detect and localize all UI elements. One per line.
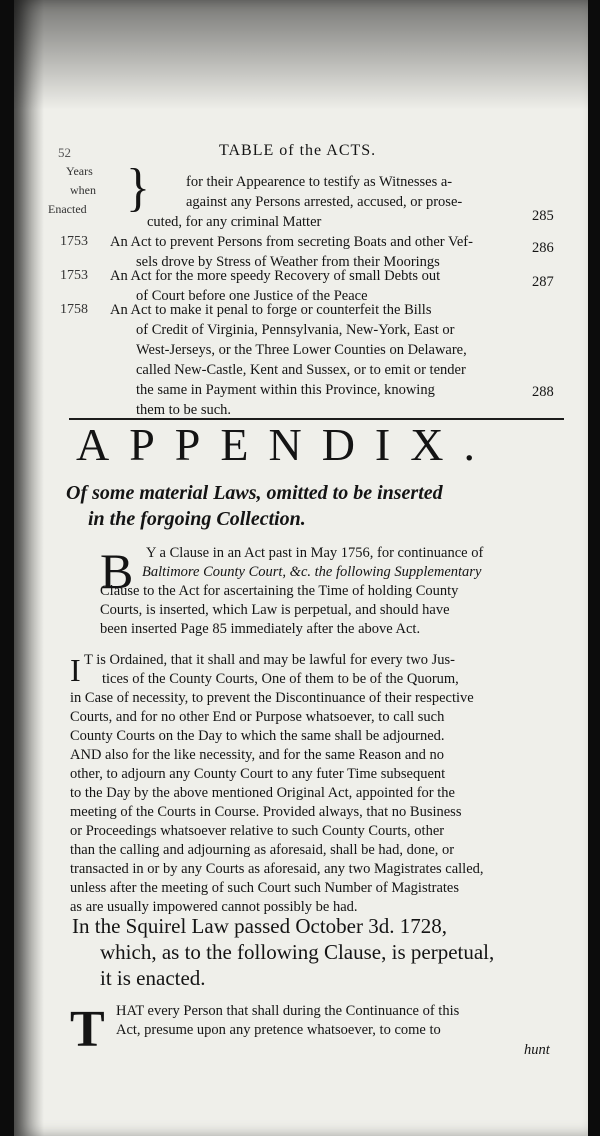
running-head: TABLE of the ACTS. xyxy=(219,142,377,159)
drop-cap: T xyxy=(70,1001,105,1058)
appendix-title: APPENDIX. xyxy=(76,419,495,470)
paragraph-line: Clause to the Act for ascertaining the Time of holding County xyxy=(100,583,459,599)
paragraph-line: HAT every Person that shall during the Continuance of this xyxy=(116,1003,460,1019)
binding-shadow xyxy=(14,0,44,1136)
toc-entry-line: of Court before one Justice of the Peace xyxy=(136,288,368,304)
paragraph-line: AND also for the like necessity, and for the same Reason and no xyxy=(70,747,444,763)
toc-entry-line: West-Jerseys, or the Three Lower Counties on Delaware, xyxy=(136,342,467,358)
enacted-label: Enacted xyxy=(48,202,87,216)
clause-heading-line: In the Squirel Law passed October 3d. 1728, xyxy=(72,914,447,938)
paragraph-line: than the calling and adjourning as aforesaid, shall be had, done, or xyxy=(70,842,455,858)
paragraph-line: to the Day by the above mentioned Original Act, appointed for the xyxy=(70,785,455,801)
paragraph-line: T is Ordained, that it shall and may be lawful for every two Jus- xyxy=(84,652,456,668)
toc-entry-line: An Act to make it penal to forge or counterfeit the Bills xyxy=(110,302,432,318)
when-label: when xyxy=(70,183,96,197)
paragraph-line: or Proceedings whatsoever relative to such County Courts, other xyxy=(70,823,445,839)
drop-cap: B xyxy=(100,543,134,599)
toc-entry-line: the same in Payment within this Province, knowing xyxy=(136,382,435,398)
paragraph-line: transacted in or by any Courts as aforesaid, any two Magistrates called, xyxy=(70,861,484,877)
paragraph-line: been inserted Page 85 immediately after the above Act. xyxy=(100,621,421,637)
paragraph-line: Y a Clause in an Act past in May 1756, for continuance of xyxy=(146,545,484,561)
catchword: hunt xyxy=(524,1042,550,1058)
paragraph-line: unless after the meeting of such Court such Number of Magistrates xyxy=(70,880,459,896)
appendix-subtitle-line: in the forgoing Collection. xyxy=(88,508,306,530)
clause-heading-line: it is enacted. xyxy=(100,966,206,990)
toc-page-number: 285 xyxy=(532,208,554,224)
toc-continuation-line: for their Appearence to testify as Witnesses a- xyxy=(186,174,453,190)
toc-year: 1753 xyxy=(60,268,88,283)
paragraph-line: tices of the County Courts, One of them to be of the Quorum, xyxy=(102,671,459,687)
paragraph-line: other, to adjourn any County Court to any futer Time subsequent xyxy=(70,766,446,782)
toc-continuation-line: cuted, for any criminal Matter xyxy=(147,214,322,230)
toc-continuation-line: against any Persons arrested, accused, or prose- xyxy=(186,194,463,210)
clause-heading-line: which, as to the following Clause, is perpetual, xyxy=(100,940,495,964)
toc-entry-line: sels drove by Stress of Weather from their Moorings xyxy=(136,254,440,270)
years-label: Years xyxy=(66,164,93,178)
paragraph-line: meeting of the Courts in Course. Provided always, that no Business xyxy=(70,804,462,820)
paragraph-line: Act, presume upon any pretence whatsoever, to come to xyxy=(116,1022,441,1038)
top-edge-shadow xyxy=(14,0,588,110)
paragraph-line: in Case of necessity, to prevent the Discontinuance of their respective xyxy=(70,690,474,706)
toc-entry-line: them to be such. xyxy=(136,402,232,418)
toc-page-number: 288 xyxy=(532,384,554,400)
toc-entry-line: of Credit of Virginia, Pennsylvania, New-York, East or xyxy=(136,322,455,338)
paragraph-line: Baltimore County Court, &c. the following Supplementary xyxy=(142,564,482,580)
toc-page-number: 286 xyxy=(532,240,554,256)
toc-page-number: 287 xyxy=(532,274,554,290)
paragraph-line: Courts, and for no other End or Purpose whatsoever, to call such xyxy=(70,709,445,725)
paragraph-line: as are usually impowered cannot possibly be had. xyxy=(70,899,358,915)
paragraph-line: County Courts on the Day to which the same shall be adjourned. xyxy=(70,728,445,744)
page-number: 52 xyxy=(58,145,71,160)
paragraph-line: Courts, is inserted, which Law is perpetual, and should have xyxy=(100,602,450,618)
curly-brace-icon: } xyxy=(126,157,150,217)
toc-entry-line: called New-Castle, Kent and Sussex, or to emit or tender xyxy=(136,362,466,378)
toc-year: 1753 xyxy=(60,234,88,249)
book-page xyxy=(14,0,588,1136)
initial-capital: I xyxy=(70,652,81,688)
appendix-subtitle-line: Of some material Laws, omitted to be inserted xyxy=(66,482,443,504)
toc-entry-line: An Act for the more speedy Recovery of small Debts out xyxy=(110,268,441,284)
toc-year: 1758 xyxy=(60,302,88,317)
toc-entry-line: An Act to prevent Persons from secreting Boats and other Vef- xyxy=(110,234,473,250)
